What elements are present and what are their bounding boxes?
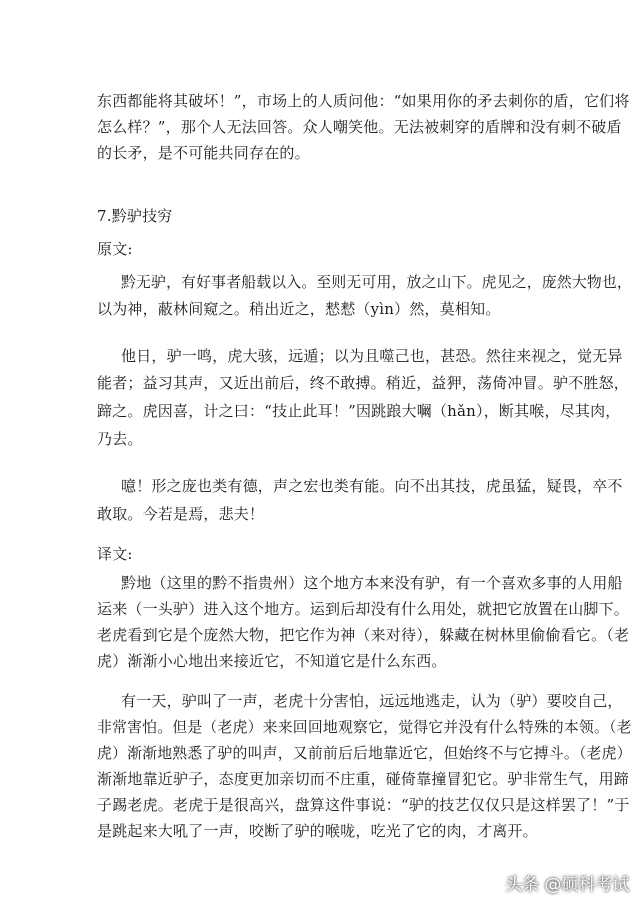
intro-line-1: 东西都能将其破坏！”，市场上的人质问他：“如果用你的矛去刺你的盾，它们将 <box>97 92 630 110</box>
watermark: 头条 @硕科考试 <box>505 875 630 895</box>
original-p2-line-4: 乃去。 <box>97 430 143 448</box>
intro-line-3: 的长矛，是不可能共同存在的。 <box>97 144 310 162</box>
translation-p1-line-3: 老虎看到它是个庞然大物，把它作为神（来对待），躲藏在树林里偷偷看它。（老 <box>97 626 630 644</box>
translation-p2-line-3: 虎）渐渐地熟悉了驴的叫声，又前前后后地靠近它，但始终不与它搏斗。（老虎） <box>97 744 632 762</box>
translation-p2-line-6: 是跳起来大吼了一声，咬断了驴的喉咙，吃光了它的肉，才离开。 <box>97 822 538 840</box>
translation-p2-line-1: 有一天，驴叫了一声，老虎十分害怕，远远地逃走，认为（驴）要咬自己， <box>121 692 623 710</box>
translation-p1-line-2: 运来（一头驴）进入这个地方。运到后却没有什么用处，就把它放置在山脚下。 <box>97 600 630 618</box>
translation-p1-line-1: 黔地（这里的黔不指贵州）这个地方本来没有驴，有一个喜欢多事的人用船 <box>121 574 623 592</box>
section-title: 7.黔驴技穷 <box>97 207 173 225</box>
translation-label: 译文: <box>97 545 133 563</box>
original-p2-line-3: 蹄之。虎因喜，计之曰：“技止此耳！”因跳踉大㘎（hǎn），断其喉，尽其肉， <box>97 402 621 420</box>
original-p3-line-1: 噫！形之庞也类有德，声之宏也类有能。向不出其技，虎虽猛，疑畏，卒不 <box>121 477 623 495</box>
translation-p2-line-2: 非常害怕。但是（老虎）来来回回地观察它，觉得它并没有什么特殊的本领。（老 <box>97 718 632 736</box>
intro-line-2: 怎么样？”，那个人无法回答。众人嘲笑他。无法被刺穿的盾牌和没有刺不破盾 <box>97 118 622 136</box>
original-p2-line-1: 他日，驴一鸣，虎大骇，远遁；以为且噬己也，甚恐。然往来视之，觉无异 <box>121 347 623 365</box>
original-p1-line-2: 以为神，蔽林间窥之。稍出近之，慭慭（yìn）然，莫相知。 <box>97 300 501 318</box>
translation-p2-line-5: 子踢老虎。老虎于是很高兴，盘算这件事说：“驴的技艺仅仅只是这样罢了！”于 <box>97 796 630 814</box>
translation-p2-line-4: 渐渐地靠近驴子，态度更加亲切而不庄重，碰倚靠撞冒犯它。驴非常生气，用蹄 <box>97 770 630 788</box>
original-p1-line-1: 黔无驴，有好事者船载以入。至则无可用，放之山下。虎见之，庞然大物也， <box>121 274 632 291</box>
translation-p1-line-4: 虎）渐渐小心地出来接近它，不知道它是什么东西。 <box>97 652 447 670</box>
original-p3-line-2: 敢取。今若是焉，悲夫！ <box>97 505 265 523</box>
original-label: 原文: <box>97 240 133 258</box>
original-p2-line-2: 能者；益习其声，又近出前后，终不敢搏。稍近，益狎，荡倚冲冒。驴不胜怒， <box>97 374 630 392</box>
